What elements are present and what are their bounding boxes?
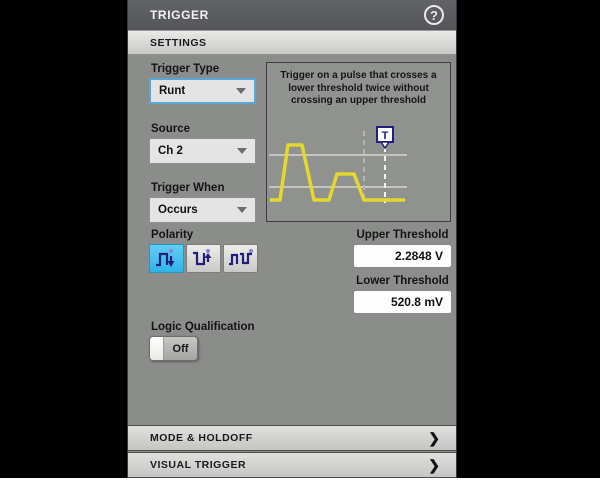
polarity-label: Polarity xyxy=(151,229,194,241)
screen-background-right xyxy=(456,0,600,478)
trigger-type-label: Trigger Type xyxy=(151,63,220,75)
upper-threshold-label: Upper Threshold xyxy=(356,229,449,241)
trigger-type-dropdown[interactable]: Runt xyxy=(149,78,256,104)
toggle-knob xyxy=(150,337,164,360)
polarity-button-group xyxy=(149,244,258,273)
screen-background-left xyxy=(0,0,128,478)
lower-threshold-label: Lower Threshold xyxy=(356,275,449,287)
trigger-marker-icon xyxy=(377,127,393,148)
signal-trace xyxy=(270,145,405,200)
chevron-down-icon xyxy=(236,88,246,94)
upper-threshold-field[interactable]: 2.2848 V xyxy=(353,244,452,268)
chevron-right-icon: ❯ xyxy=(428,456,440,473)
lower-threshold-field[interactable]: 520.8 mV xyxy=(353,290,452,314)
positive-runt-icon xyxy=(154,248,180,269)
trigger-when-label: Trigger When xyxy=(151,182,225,194)
chevron-right-icon: ❯ xyxy=(428,429,440,446)
trigger-settings-panel xyxy=(127,0,457,478)
polarity-either-button[interactable] xyxy=(223,244,258,273)
polarity-negative-button[interactable] xyxy=(186,244,221,273)
tab-settings-label: SETTINGS xyxy=(150,36,207,49)
section-mode-holdoff[interactable]: MODE & HOLDOFF ❯ xyxy=(128,425,456,451)
panel-header xyxy=(128,0,456,30)
polarity-positive-button[interactable] xyxy=(149,244,184,273)
trigger-description-box xyxy=(266,62,451,222)
logic-qualification-label: Logic Qualification xyxy=(151,321,255,333)
chevron-down-icon xyxy=(237,148,247,154)
source-label: Source xyxy=(151,123,190,135)
toggle-state-label: Off xyxy=(164,337,197,360)
tab-settings[interactable] xyxy=(128,30,456,56)
trigger-description-text: Trigger on a pulse that crosses a lower threshold twice without crossing an upper threshold xyxy=(280,70,437,106)
panel-title: TRIGGER xyxy=(150,8,209,22)
trigger-when-dropdown[interactable]: Occurs xyxy=(149,197,256,223)
bottom-margin xyxy=(0,478,600,483)
svg-text:T: T xyxy=(381,130,389,142)
section-visual-trigger[interactable]: VISUAL TRIGGER ❯ xyxy=(128,452,456,478)
negative-runt-icon xyxy=(191,248,217,269)
logic-qualification-toggle[interactable] xyxy=(149,336,198,361)
source-dropdown[interactable]: Ch 2 xyxy=(149,138,256,164)
chevron-down-icon xyxy=(237,207,247,213)
runt-waveform-diagram xyxy=(267,123,450,218)
help-icon[interactable]: ? xyxy=(424,5,444,25)
either-runt-icon xyxy=(228,248,254,269)
